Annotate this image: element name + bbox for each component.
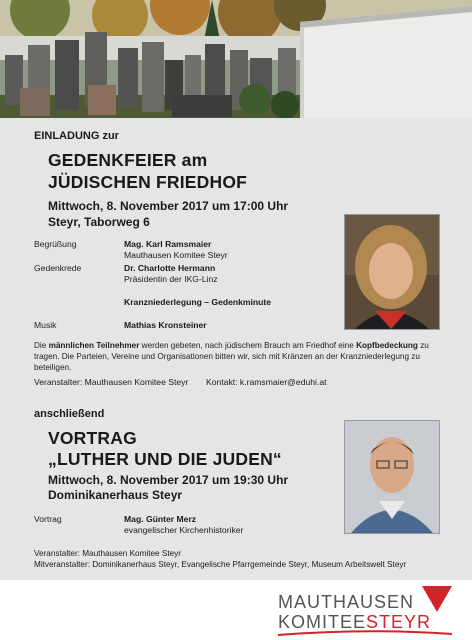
invitation-title-line1: GEDENKFEIER am: [48, 150, 208, 170]
program-label-greeting: Begrüßung: [34, 239, 77, 249]
lecture-location: Dominikanerhaus Steyr: [48, 488, 183, 502]
mauthausen-komitee-logo: [0, 580, 472, 640]
program-name-music: Mathias Kronsteiner: [124, 320, 207, 330]
lecture-speaker-role: evangelischer Kirchenhistoriker: [124, 525, 244, 535]
lecture-organizer: Veranstalter: Mauthausen Komitee Steyr: [34, 549, 181, 558]
lecture-speaker-label: Vortrag: [34, 514, 62, 524]
lecture-title-line1: VORTRAG: [48, 428, 137, 448]
portrait-charlotte-hermann: [344, 214, 440, 330]
lecture-title-line2: „LUTHER UND DIE JUDEN“: [48, 449, 282, 469]
invitation-date-time: Mittwoch, 8. November 2017 um 17:00 Uhr: [48, 199, 289, 213]
program-role-greeting: Mauthausen Komitee Steyr: [124, 250, 228, 260]
lecture-label: anschließend: [34, 408, 105, 420]
cemetery-photo: [0, 0, 472, 118]
invitation-title-line2: JÜDISCHEN FRIEDHOF: [48, 172, 248, 192]
logo-triangle-icon: [422, 586, 452, 612]
program-wreath-laying: Kranzniederlegung – Gedenkminute: [124, 297, 272, 307]
invitation-label: EINLADUNG zur: [34, 130, 119, 142]
notice-contact: Kontakt: k.ramsmaier@eduhi.at: [206, 377, 327, 387]
notice-organizer: Veranstalter: Mauthausen Komitee Steyr: [34, 377, 189, 387]
lecture-date-time: Mittwoch, 8. November 2017 um 19:30 Uhr: [48, 473, 289, 487]
logo-line2: KOMITEESTEYR: [278, 612, 432, 632]
logo-line1: MAUTHAUSEN: [278, 592, 415, 612]
program-name-greeting: Mag. Karl Ramsmaier: [124, 239, 212, 249]
program-label-music: Musik: [34, 320, 57, 330]
logo-swoosh-icon: [276, 630, 456, 638]
invitation-location: Steyr, Taborweg 6: [48, 215, 150, 229]
lecture-speaker-name: Mag. Günter Merz: [124, 514, 197, 524]
portrait-guenter-merz: [344, 420, 440, 534]
program-role-speech: Präsidentin der IKG-Linz: [124, 274, 218, 284]
program-label-speech: Gedenkrede: [34, 263, 82, 273]
lecture-co-organizer: Mitveranstalter: Dominikanerhaus Steyr, Evangelische Pfarrgemeinde Steyr, Museum Arbeitswelt Steyr: [34, 560, 407, 569]
notice-paragraph: Die männlichen Teilnehmer werden gebeten, nach jüdischem Brauch am Friedhof eine Kopfbedeckung zu tragen. Die Parteien, Vereine und Organisationen bitten wir, sich mit Kränzen an der Kranzniederlegung zu beteiligen.: [34, 341, 429, 372]
program-name-speech: Dr. Charlotte Hermann: [124, 263, 216, 273]
